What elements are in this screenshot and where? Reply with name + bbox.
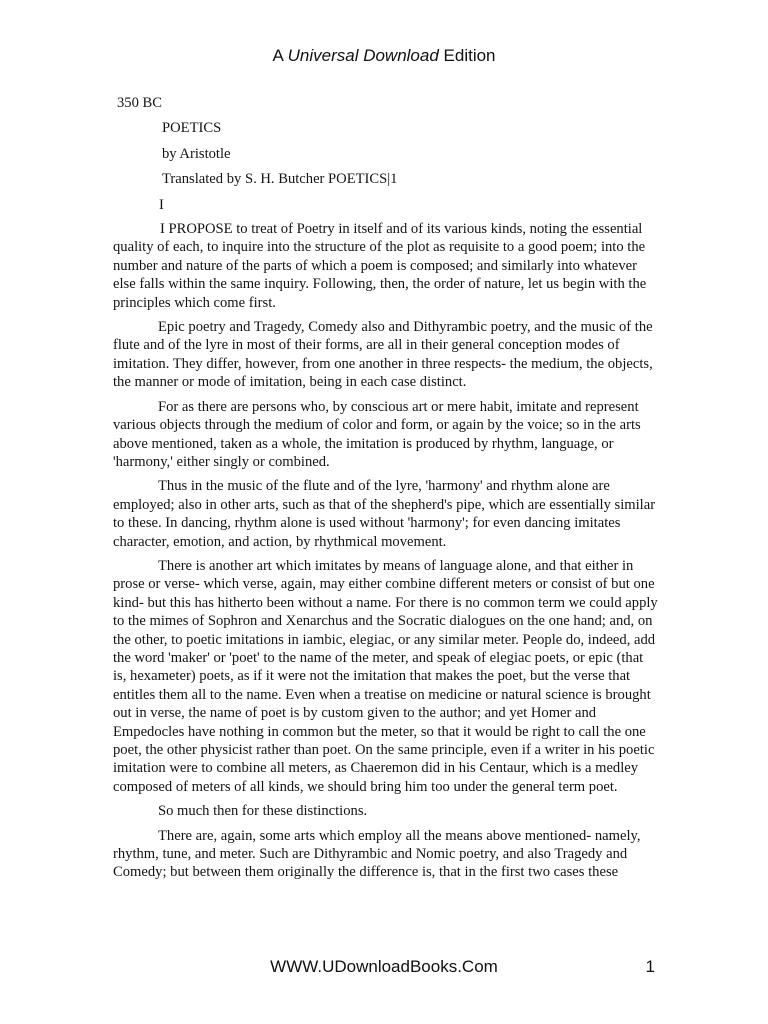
header-suffix: Edition — [443, 46, 496, 65]
paragraph: I PROPOSE to treat of Poetry in itself and of its various kinds, noting the essential quality of each, to inquire into the structure of the plot as requisite to a good poem; into the number and nature of the parts of which a poem is composed; and similarly into whatever else falls within the same inquiry. Following, then, the order of nature, let us begin with the principles which come first. — [113, 221, 647, 311]
date-line: 350 BC — [117, 95, 163, 111]
paragraph: So much then for these distinctions. — [158, 803, 368, 820]
paragraph: For as there are persons who, by conscious art or mere habit, imitate and represent various objects through the medium of color and form, or again by the voice; so in the arts above mentioned, taken as a whole, the imitation is produced by rhythm, language, or 'harmony,' either singly or combined. — [113, 398, 641, 470]
paragraph: There is another art which imitates by means of language alone, and that either in prose or verse- which verse, again, may either combine different meters or consist of but one kind- but this has hitherto been without a name. For there is no common term we could apply to the mimes of Sophron and Xenarchus and the Socratic dialogues on the one hand; and, on the other, to poetic imitations in iambic, elegiac, or any similar meter. People do, indeed, add the word 'maker' or 'poet' to the name of the meter, and speak of elegiac poets, or epic (that is, hexameter) poets, as if it were not the imitation that makes the poet, but the verse that entitles them all to the name. Even when a treatise on medicine or natural science is brought out in verse, the name of poet is by custom given to the author; and yet Homer and Empedocles have nothing in common but the meter, so that it would be right to call the one poet, the other physicist rather than poet. On the same principle, even if a writer in his poetic imitation were to combine all meters, as Chaeremon did in his Centaur, which is a medley composed of meters of all kinds, we should bring him too under the general term poet. — [113, 557, 658, 795]
document-body — [113, 94, 658, 888]
work-title: POETICS — [162, 120, 222, 137]
paragraph: There are, again, some arts which employ all the means above mentioned- namely, rhythm, tune, and meter. Such are Dithyrambic and Nomic poetry, and also Tragedy and Comedy; but between them originally the difference is, that in the first two cases these — [113, 827, 641, 881]
section-number: I — [159, 196, 164, 213]
translator-line: Translated by S. H. Butcher POETICS|1 — [162, 171, 398, 188]
page-header — [0, 46, 768, 66]
footer-website: WWW.UDownloadBooks.Com — [270, 957, 498, 976]
header-brand-title: Universal Download — [287, 46, 439, 65]
header-prefix: A — [272, 46, 283, 65]
paragraph: Epic poetry and Tragedy, Comedy also and Dithyrambic poetry, and the music of the flute and of the lyre in most of their forms, are all in their general conception modes of imitation. They differ, however, from one another in three respects- the medium, the objects, the manner or mode of imitation, being in each case distinct. — [113, 319, 653, 391]
author-line: by Aristotle — [162, 145, 231, 162]
page-number: 1 — [645, 957, 655, 976]
paragraph: Thus in the music of the flute and of the lyre, 'harmony' and rhythm alone are employed; also in other arts, such as that of the shepherd's pipe, which are essentially similar to these. In dancing, rhythm alone is used without 'harmony'; for even dancing imitates character, emotion, and action, by rhythmical movement. — [113, 478, 656, 550]
